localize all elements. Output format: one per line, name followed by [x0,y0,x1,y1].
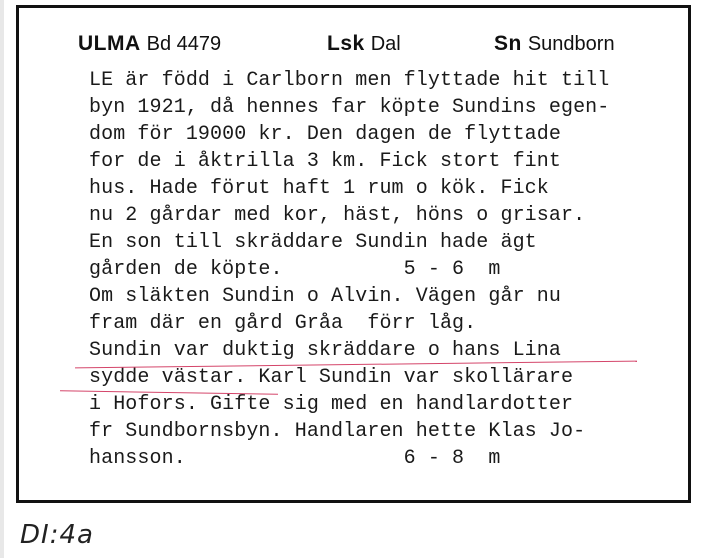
archive-label: ULMA [78,32,141,55]
landskap-label: Lsk [327,32,365,55]
landskap-value: Dal [370,33,401,55]
text-line: nu 2 gårdar med kor, häst, höns o grisar. [89,204,586,227]
text-line: LE är född i Carlborn men flyttade hit till [89,69,610,92]
archive-value: Bd 4479 [146,33,222,55]
text-line: hansson. 6 - 8 m [89,447,501,470]
text-line: for de i åktrilla 3 km. Fick stort fint [89,150,561,173]
text-line: Om släkten Sundin o Alvin. Vägen går nu [89,285,561,308]
text-line: dom för 19000 kr. Den dagen de flyttade [89,123,561,146]
text-line: gården de köpte. 5 - 6 m [89,258,501,281]
archive-field [78,32,221,56]
text-line: En son till skräddare Sundin hade ägt [89,231,537,254]
text-line: Sundin var duktig skräddare o hans Lina [89,339,561,362]
socken-label: Sn [494,32,522,55]
scan-edge [0,0,4,558]
socken-field [494,32,615,56]
text-line: i Hofors. Gifte sig med en handlardotter [89,393,574,416]
catalog-stamp: DI:4a [20,520,94,550]
landskap-field [327,32,401,56]
text-line: fram där en gård Gråa förr låg. [89,312,477,335]
socken-value: Sundborn [527,33,615,55]
text-line: hus. Hade förut haft 1 rum o kök. Fick [89,177,549,200]
text-line: fr Sundbornsbyn. Handlaren hette Klas Jo- [89,420,586,443]
text-line: sydde västar. Karl Sundin var skollärare [89,366,574,389]
text-line: byn 1921, då hennes far köpte Sundins egen- [89,96,610,119]
